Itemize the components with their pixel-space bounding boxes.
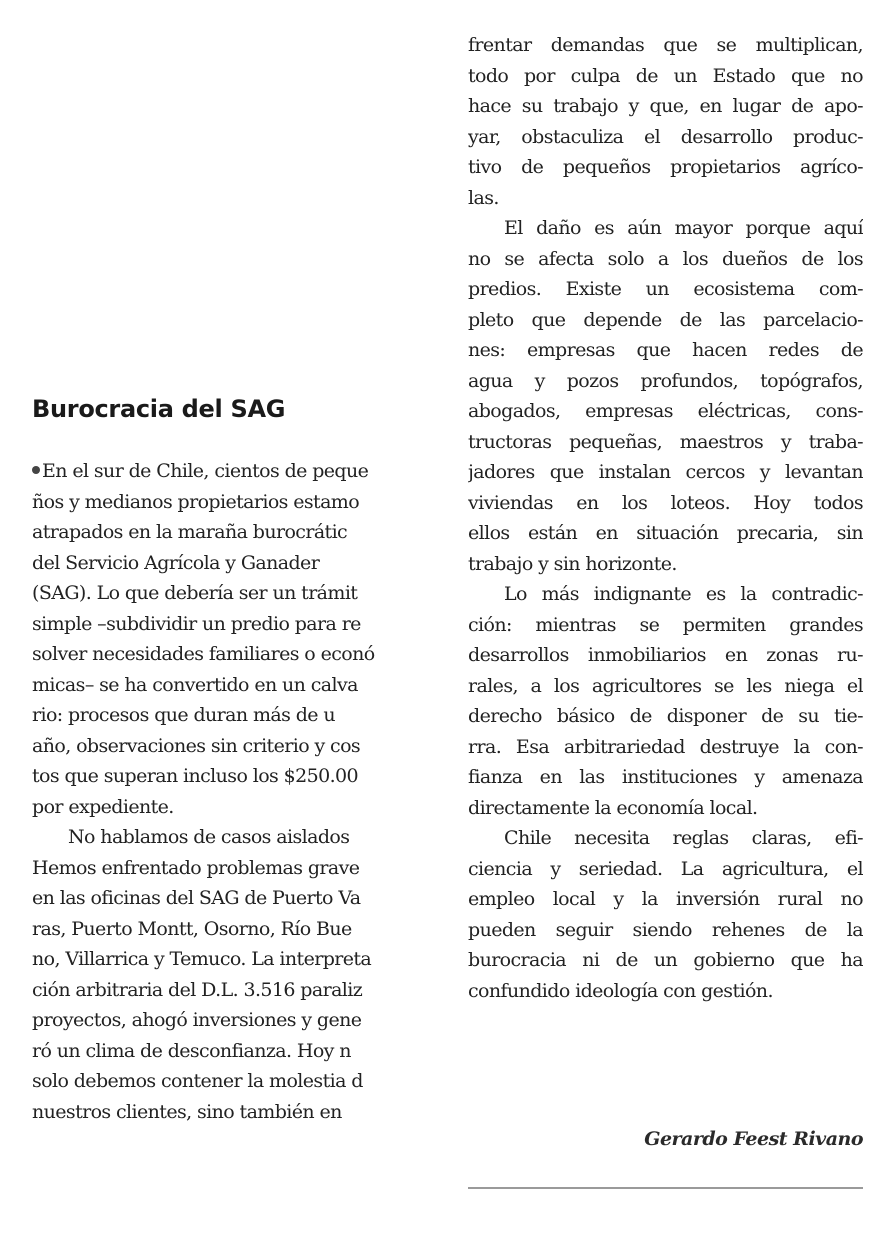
text-line: ras, Puerto Montt, Osorno, Río Bue (32, 917, 352, 940)
text-line: pueden seguir siendo rehenes de la (468, 918, 863, 941)
text-line: en las oficinas del SAG de Puerto Va (32, 887, 361, 909)
text-line: micas– se ha convertido en un calva (32, 673, 358, 696)
text-line: desarrollos inmobiliarios en zonas ru- (468, 644, 863, 666)
text-line: derecho básico de disponer de su tie- (468, 705, 863, 727)
text-line: rra. Esa arbitrariedad destruye la con- (468, 735, 863, 758)
text-line: las. (468, 186, 499, 209)
text-line: jadores que instalan cercos y levantan (468, 461, 863, 483)
text-line: rio: procesos que duran más de u (32, 704, 335, 726)
text-line: año, observaciones sin criterio y cos (32, 734, 361, 757)
text-line: nuestros clientes, sino también en (32, 1100, 342, 1123)
text-line: fianza en las instituciones y amenaza (468, 766, 863, 788)
text-line: pleto que depende de las parcelacio- (468, 308, 863, 331)
text-line: empleo local y la inversión rural no (468, 888, 863, 910)
text-line: El daño es aún mayor porque aquí (504, 217, 863, 239)
text-line: del Servicio Agrícola y Ganader (32, 551, 320, 574)
text-line: frentar demandas que se multiplican, (468, 34, 863, 56)
text-line: nes: empresas que hacen redes de (468, 339, 863, 361)
text-line: ción: mientras se permiten grandes (468, 613, 863, 636)
text-line: ción arbitraria del D.L. 3.516 paraliz (32, 978, 363, 1001)
text-line: atrapados en la maraña burocrátic (32, 521, 348, 543)
text-line: hace su trabajo y que, en lugar de apo- (468, 95, 863, 117)
text-line: No hablamos de casos aislados (68, 826, 350, 848)
text-line: trabajo y sin horizonte. (468, 552, 677, 575)
author-signature: Gerardo Feest Rivano (644, 1128, 863, 1150)
left-column (32, 392, 416, 1127)
text-line: todo por culpa de un Estado que no (468, 64, 863, 87)
left-column-text (32, 456, 416, 1127)
right-column-text (468, 30, 863, 1006)
bullet-icon (32, 466, 40, 474)
text-line: Hemos enfrentado problemas grave (32, 856, 360, 879)
text-line: solo debemos contener la molestia d (32, 1070, 363, 1092)
text-line: burocracia ni de un gobierno que ha (468, 949, 863, 971)
text-line: confundido ideología con gestión. (468, 979, 773, 1002)
text-line: ños y medianos propietarios estamo (32, 490, 360, 513)
text-line: simple –subdividir un predio para re (32, 612, 361, 635)
text-line: (SAG). Lo que debería ser un trámit (32, 582, 358, 604)
right-column (468, 30, 863, 1006)
text-line: abogados, empresas eléctricas, cons- (468, 400, 863, 422)
text-line: proyectos, ahogó inversiones y gene (32, 1009, 362, 1031)
text-line: rales, a los agricultores se les niega el (468, 674, 863, 697)
text-line: tos que superan incluso los $250.00 (32, 765, 359, 787)
text-line: ellos están en situación precaria, sin (468, 522, 863, 544)
bottom-divider (468, 1187, 863, 1189)
text-line: viviendas en los loteos. Hoy todos (468, 491, 863, 514)
text-line: ró un clima de desconfianza. Hoy n (32, 1039, 351, 1062)
text-line: directamente la economía local. (468, 796, 758, 819)
text-line: tivo de pequeños propietarios agríco- (468, 156, 863, 178)
text-line: ciencia y seriedad. La agricultura, el (468, 857, 863, 880)
text-line: por expediente. (32, 795, 174, 818)
text-line: no, Villarrica y Temuco. La interpreta (32, 948, 372, 970)
text-line: tructoras pequeñas, maestros y traba- (468, 430, 863, 453)
section-heading: Burocracia del SAG (32, 395, 286, 423)
text-line: predios. Existe un ecosistema com- (468, 278, 863, 300)
text-line: Lo más indignante es la contradic- (504, 583, 863, 605)
text-line: yar, obstaculiza el desarrollo produc- (468, 125, 863, 148)
text-line: agua y pozos profundos, topógrafos, (468, 369, 863, 392)
text-line: no se afecta solo a los dueños de los (468, 247, 863, 270)
text-line: En el sur de Chile, cientos de peque (32, 456, 416, 487)
text-line: Chile necesita reglas claras, efi- (504, 827, 863, 849)
text-line: solver necesidades familiares o econó (32, 643, 375, 665)
